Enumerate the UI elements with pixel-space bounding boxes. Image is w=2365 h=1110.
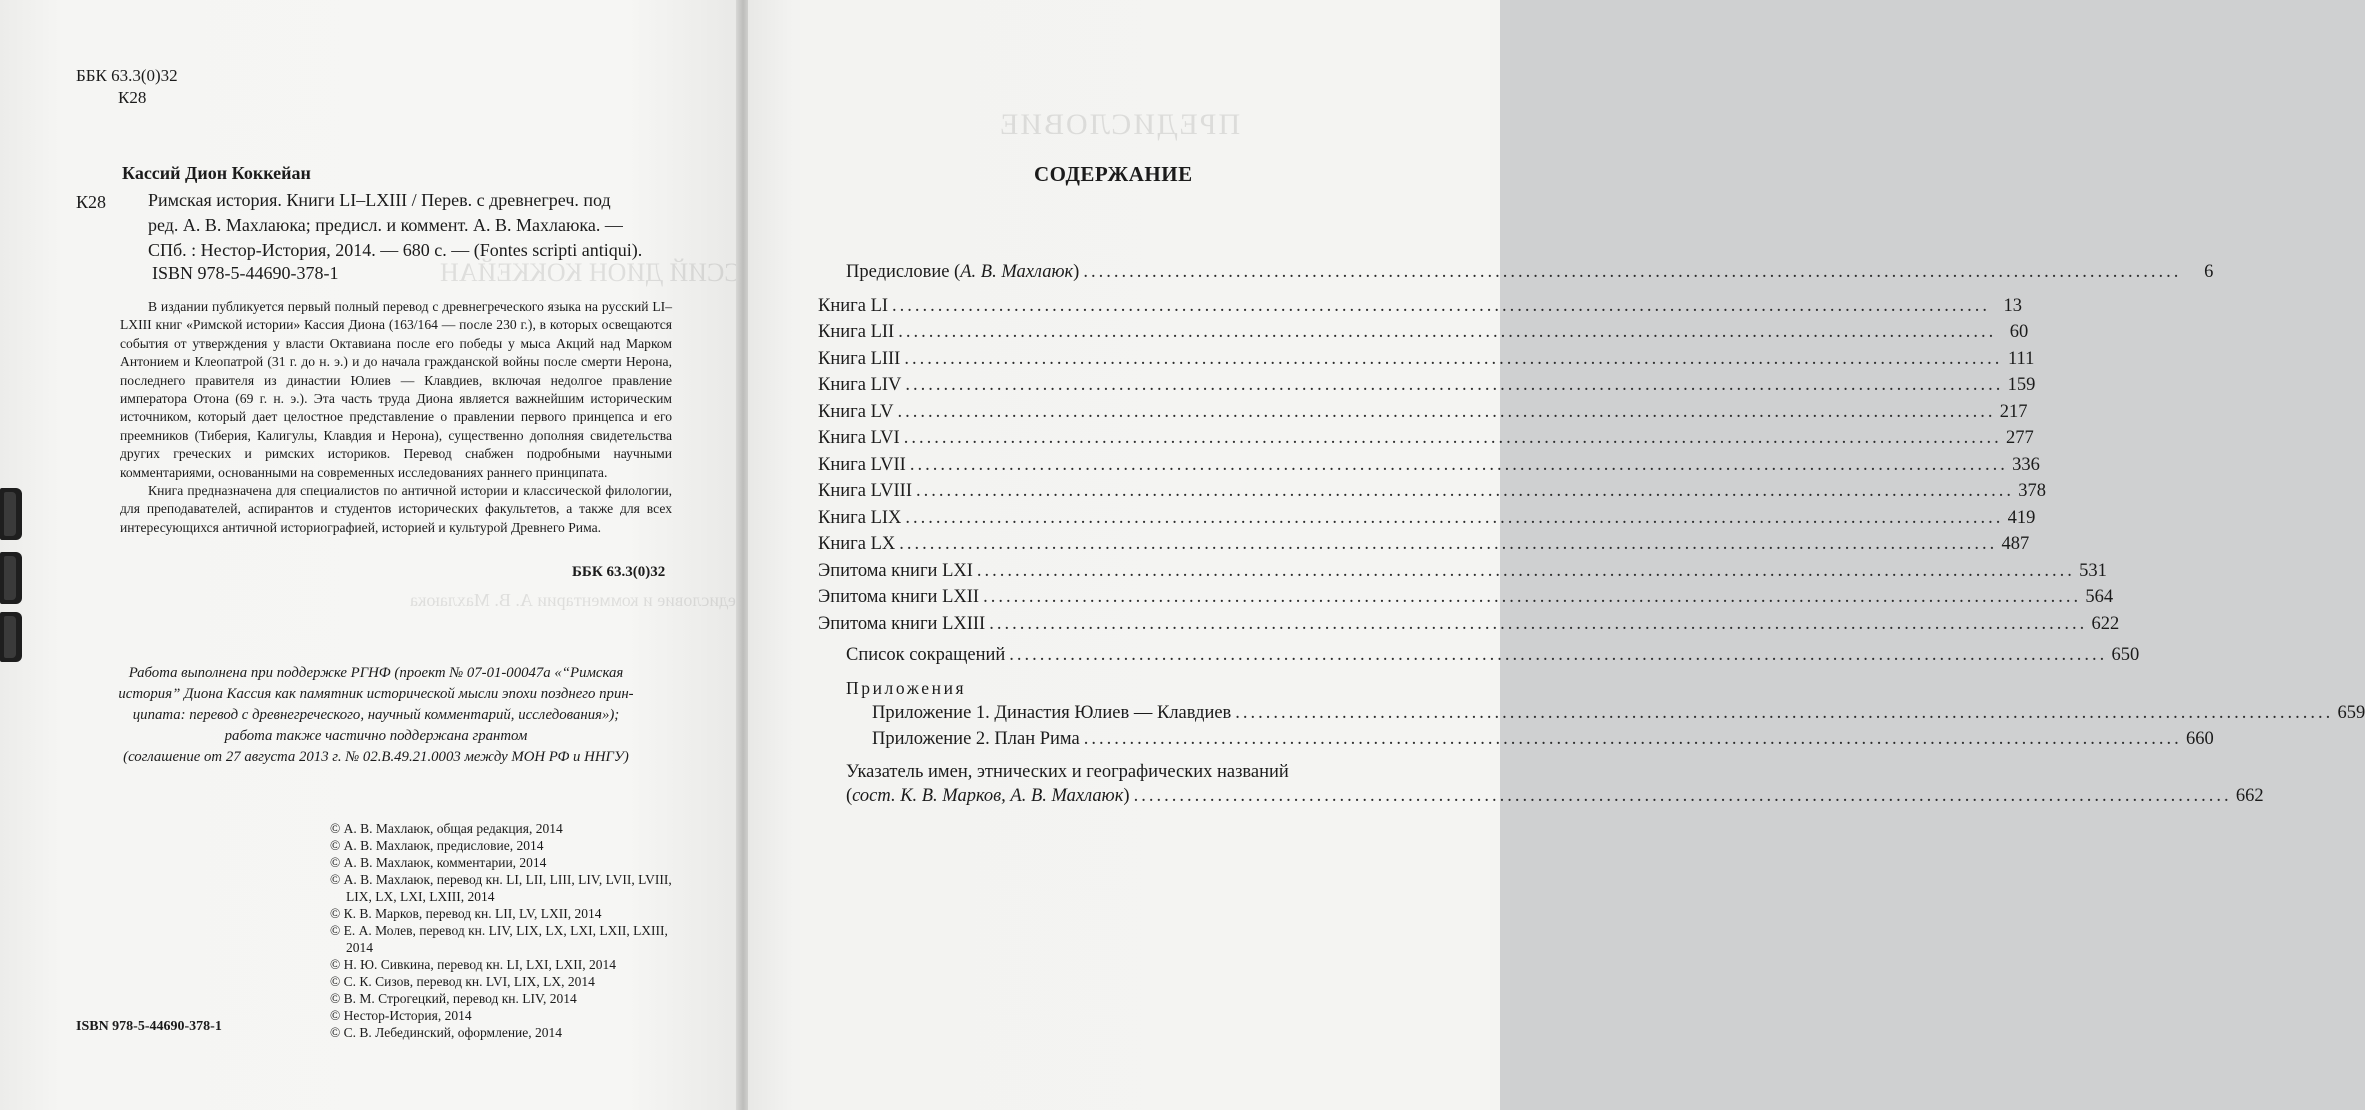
show-through-text: Предисловие и комментарии А. В. Махлаюка [410, 590, 758, 610]
toc-entry-label: Книга LII [818, 322, 895, 342]
isbn-card: ISBN 978-5-44690-378-1 [152, 263, 339, 283]
toc-entry-book[interactable] [818, 508, 2036, 529]
annotation-paragraph: В издании публикуется первый полный перевод с древнегреческого языка на русский LI–LXIII книг «Римской истории» Кассия Диона (163/164 — после 230 г.), в которых освещаются события от утверждения у власти Октавиана после его победы у мыса Акций над Марком Антонием и Клеопатрой (31 г. до н. э.) и до начала гражданской войны после смерти Нерона, последнего правителя из династии Юлиев — Клавдиев, включая недолгое правление императора Отона (69 г. н. э.). Эта часть труда Диона является важнейшим историческим источником, который дает целостное представление о правлении первого принцепса и его преемников (Тиберия, Калигулы, Клавдия и Нерона), существенно дополняя свидетельства других греческих и римских историков. Перевод снабжен подробными научными комментариями, основанными на современных исследованиях раннего принципата. [120, 299, 672, 480]
toc-page-number: 662 [2235, 786, 2264, 806]
toc-leader-dots [1235, 703, 2333, 724]
toc-entry-label: Книга LV [818, 402, 894, 422]
isbn-footer: ISBN 978-5-44690-378-1 [76, 1019, 222, 1034]
copyright-item: © Е. А. Молев, перевод кн. LIV, LIX, LX, LXI, LXII, LXIII, 2014 [330, 923, 668, 955]
author-heading: Кассий Дион Коккейан [122, 163, 311, 183]
toc-page-number: 650 [2111, 645, 2140, 665]
toc-entry-book[interactable] [818, 402, 2028, 423]
grant-line: Работа выполнена при поддержке РГНФ (проект № 07-01-00047а «“Римская [128, 665, 624, 681]
toc-leader-dots [898, 402, 1996, 423]
toc-page-number: 60 [2009, 322, 2029, 342]
toc-entry-epitome[interactable] [818, 587, 2114, 608]
toc-leader-dots [904, 428, 2002, 449]
toc-leader-dots [983, 587, 2081, 608]
copyright-item: © А. В. Махлаюк, комментарии, 2014 [330, 855, 547, 870]
toc-page-number: 659 [2337, 703, 2365, 723]
toc-entry-abbreviations[interactable] [846, 645, 2140, 666]
toc-entry-label: Книга LVI [818, 428, 900, 448]
toc-entry-label: Эпитома книги LXI [818, 561, 973, 581]
grant-line: (соглашение от 27 августа 2013 г. № 02.В.49.21.0003 между МОН РФ и ННГУ) [123, 749, 629, 765]
toc-entry-label: Книга LIX [818, 508, 902, 528]
copyright-item: © С. К. Сизов, перевод кн. LVI, LIX, LX, 2014 [330, 974, 595, 989]
copyright-item: © Н. Ю. Сивкина, перевод кн. LI, LXI, LXII, 2014 [330, 957, 616, 972]
toc-entry-book[interactable] [818, 349, 2035, 370]
grant-line: история” Диона Кассия как памятник исторической мысли эпохи позднего прин- [118, 686, 634, 702]
toc-entry-book[interactable] [818, 534, 2030, 555]
toc-entry-label: (сост. К. В. Марков, А. В. Махлаюк) [846, 786, 1130, 806]
toc-entry-label: Книга LIII [818, 349, 901, 369]
left-page [0, 0, 777, 1110]
binding-clip [0, 612, 22, 662]
toc-leader-dots [916, 481, 2014, 502]
toc-entry-label: Список сокращений [846, 645, 1006, 665]
copyright-item: © А. В. Махлаюк, общая редакция, 2014 [330, 821, 563, 836]
right-page [748, 0, 2365, 1110]
toc-entry-label: Эпитома книги LXII [818, 587, 980, 607]
toc-page-number: 336 [2012, 455, 2040, 475]
toc-page-number: 111 [2007, 349, 2035, 369]
author-sign: К28 [118, 88, 147, 107]
toc-leader-dots [899, 534, 1997, 555]
binding-clip [0, 488, 22, 540]
toc-entry-book[interactable] [818, 455, 2040, 476]
toc-entry-label: Книга LVIII [818, 481, 913, 501]
copyright-item: © С. В. Лебединский, оформление, 2014 [330, 1025, 563, 1040]
toc-entry-book[interactable] [818, 428, 2034, 449]
copyright-item: © В. М. Строгецкий, перевод кн. LIV, 2014 [330, 991, 577, 1006]
grant-line: работа также частично поддержана грантом [224, 728, 528, 744]
toc-leader-dots [977, 561, 2075, 582]
copyright-list [330, 820, 680, 1041]
toc-leader-dots [898, 322, 1996, 343]
toc-entry-book[interactable] [818, 375, 2036, 396]
author-sign-side: К28 [76, 192, 107, 212]
toc-entry-book[interactable] [818, 296, 2023, 317]
toc-page-number: 159 [2007, 375, 2036, 395]
toc-page-number: 277 [2005, 428, 2034, 448]
copyright-item: © А. В. Махлаюк, перевод кн. LI, LII, LIII, LIV, LVII, LVIII, LIX, LX, LXI, LXIII, 2014 [330, 872, 672, 904]
toc-entry-index-title[interactable]: Указатель имен, этнических и географических названий [846, 762, 1289, 782]
toc-entry-epitome[interactable] [818, 561, 2107, 582]
toc-entry-appendix[interactable] [872, 729, 2214, 750]
toc-leader-dots [1084, 729, 2182, 750]
toc-entry-label: Книга LIV [818, 375, 902, 395]
toc-entry-label: Предисловие (А. В. Махлаюк) [846, 262, 1080, 282]
toc-entry-index[interactable] [846, 786, 2264, 807]
toc-leader-dots [904, 349, 2002, 370]
bbk-code: ББК 63.3(0)32 [76, 66, 178, 85]
toc-page-number: 622 [2091, 614, 2120, 634]
toc-page-number: 660 [2185, 729, 2214, 749]
toc-leader-dots [1134, 786, 2232, 807]
biblio-line: ред. А. В. Махлаюка; предисл. и коммент. А. В. Махлаюка. — [148, 215, 623, 235]
toc-entry-label: Приложение 1. Династия Юлиев — Клавдиев [872, 703, 1232, 723]
toc-leader-dots [905, 375, 2003, 396]
biblio-line: Римская история. Книги LI–LXIII / Перев. с древнегреч. под [148, 190, 611, 210]
toc-entry-label: Приложение 2. План Рима [872, 729, 1080, 749]
toc-page-number: 378 [2018, 481, 2047, 501]
toc-leader-dots [1009, 645, 2107, 666]
toc-entry-epitome[interactable] [818, 614, 2120, 635]
show-through-text: КАССИЙ ДИОН КОККЕЙАН [440, 258, 777, 287]
toc-page-number: 564 [2085, 587, 2114, 607]
toc-page-number: 217 [1999, 402, 2028, 422]
toc-entry-label: Книга LVII [818, 455, 906, 475]
annotation [120, 298, 672, 537]
toc-leader-dots [910, 455, 2008, 476]
toc-page-number: 6 [2204, 262, 2214, 282]
toc-entry-book[interactable] [818, 322, 2029, 343]
copyright-item: © К. В. Марков, перевод кн. LII, LV, LXII, 2014 [330, 906, 602, 921]
toc-page-number: 487 [2001, 534, 2030, 554]
toc-leader-dots [989, 614, 2087, 635]
toc-entry-appendix[interactable] [872, 703, 2365, 724]
bbk-code-bottom: ББК 63.3(0)32 [572, 564, 666, 580]
toc-leader-dots [892, 296, 1990, 317]
toc-page-number: 531 [2079, 561, 2107, 581]
appendix-heading: Приложения [846, 678, 967, 698]
toc-entry-label: Книга LI [818, 296, 889, 316]
annotation-paragraph: Книга предназначена для специалистов по античной истории и классической филологии, для преподавателей, аспирантов и студентов исторических факультетов, а также для всех интересующихся античной историографией, историей и культурой Древнего Рима. [120, 483, 672, 535]
toc-entry-preface[interactable] [846, 262, 2214, 283]
show-through-text: ПРЕДИСЛОВИЕ [998, 108, 1241, 141]
copyright-item: © А. В. Махлаюк, предисловие, 2014 [330, 838, 544, 853]
toc-entry-book[interactable] [818, 481, 2047, 502]
toc-page-number: 419 [2007, 508, 2036, 528]
toc-page-number: 13 [2003, 296, 2023, 316]
toc-leader-dots [1083, 262, 2181, 283]
grant-note [84, 663, 668, 768]
binding-clip [0, 552, 22, 604]
toc-title: СОДЕРЖАНИЕ [1034, 162, 1193, 186]
toc-entry-label: Книга LX [818, 534, 896, 554]
toc-entry-label: Эпитома книги LXIII [818, 614, 986, 634]
copyright-item: © Нестор-История, 2014 [330, 1008, 472, 1023]
toc-leader-dots [905, 508, 2003, 529]
grant-line: ципата: перевод с древнегреческого, научный комментарий, исследования»); [132, 707, 620, 723]
biblio-line: СПб. : Нестор-История, 2014. — 680 с. — (Fontes scripti antiqui). [148, 240, 643, 260]
